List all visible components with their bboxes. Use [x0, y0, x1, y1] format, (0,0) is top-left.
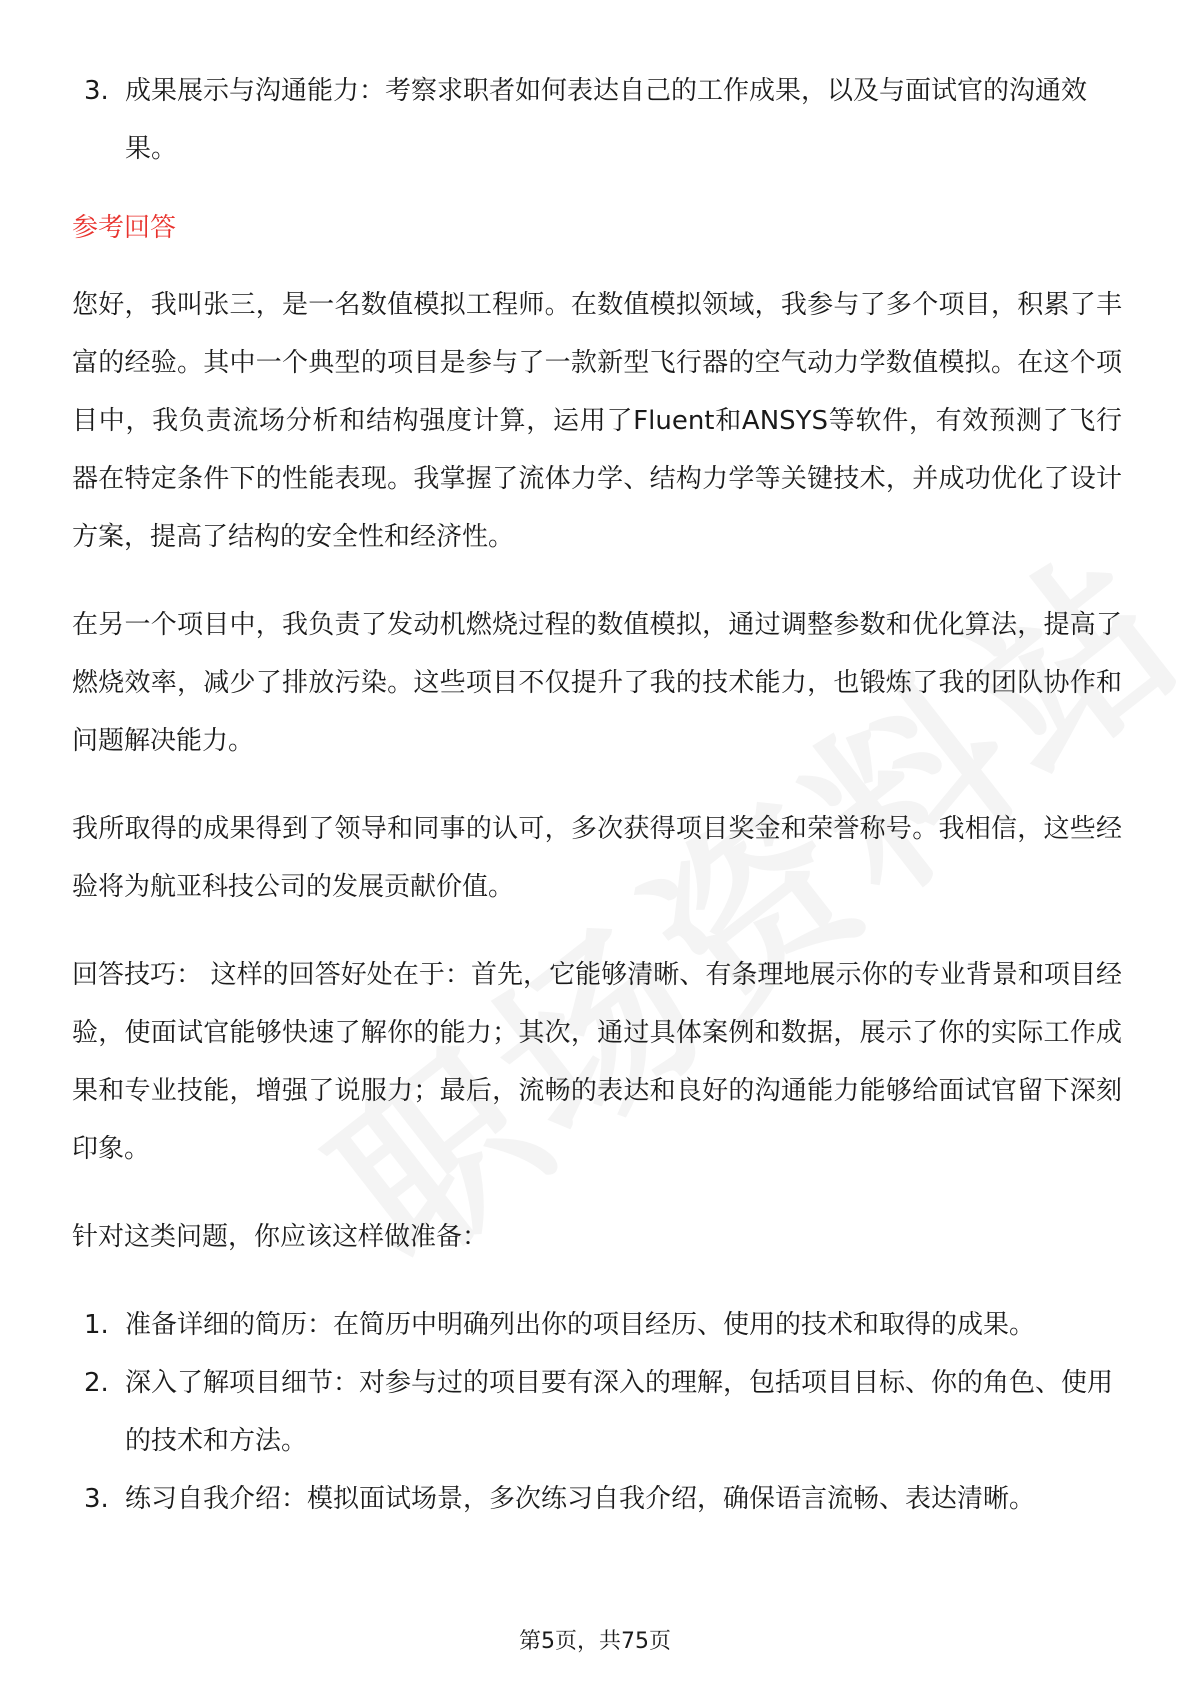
list-text: 准备详细的简历：在简历中明确列出你的项目经历、使用的技术和取得的成果。: [125, 1310, 1036, 1340]
list-number: 3.: [84, 1484, 109, 1514]
list-number: 2.: [84, 1368, 109, 1398]
list-text: 深入了解项目细节：对参与过的项目要有深入的理解，包括项目目标、你的角色、使用的技术和方法。: [125, 1368, 1114, 1456]
paragraph: 您好，我叫张三，是一名数值模拟工程师。在数值模拟领域，我参与了多个项目，积累了丰富的经验。其中一个典型的项目是参与了一款新型飞行器的空气动力学数值模拟。在这个项目中，我负责流场分析和结构强度计算，运用了Fluent和ANSYS等软件，有效预测了飞行器在特定条件下的性能表现。我掌握了流体力学、结构力学等关键技术，并成功优化了设计方案，提高了结构的安全性和经济性。: [72, 290, 1122, 552]
list-number: 1.: [84, 1310, 109, 1340]
list-item: [72, 1296, 1122, 1354]
paragraph: 我所取得的成果得到了领导和同事的认可，多次获得项目奖金和荣誉称号。我相信，这些经验将为航亚科技公司的发展贡献价值。: [72, 814, 1122, 902]
list-item: [72, 1470, 1122, 1528]
list-text: 练习自我介绍：模拟面试场景，多次练习自我介绍，确保语言流畅、表达清晰。: [125, 1484, 1036, 1514]
list-item: [72, 62, 1122, 178]
list-item: [72, 1354, 1122, 1470]
paragraph: 回答技巧： 这样的回答好处在于：首先，它能够清晰、有条理地展示你的专业背景和项目经验，使面试官能够快速了解你的能力；其次，通过具体案例和数据，展示了你的实际工作成果和专业技能，增强了说服力；最后，流畅的表达和良好的沟通能力能够给面试官留下深刻印象。: [72, 960, 1122, 1164]
section-title: 参考回答: [72, 213, 177, 243]
paragraph: 在另一个项目中，我负责了发动机燃烧过程的数值模拟，通过调整参数和优化算法，提高了燃烧效率，减少了排放污染。这些项目不仅提升了我的技术能力，也锻炼了我的团队协作和问题解决能力。: [72, 610, 1122, 756]
page-content: [72, 62, 1122, 1528]
list-number: 3.: [84, 76, 109, 106]
page-footer: 第5页，共75页: [519, 1629, 671, 1654]
paragraph: 针对这类问题，你应该这样做准备：: [72, 1222, 489, 1252]
list-text: 成果展示与沟通能力：考察求职者如何表达自己的工作成果，以及与面试官的沟通效果。: [125, 76, 1088, 164]
prep-list: [72, 1296, 1122, 1528]
